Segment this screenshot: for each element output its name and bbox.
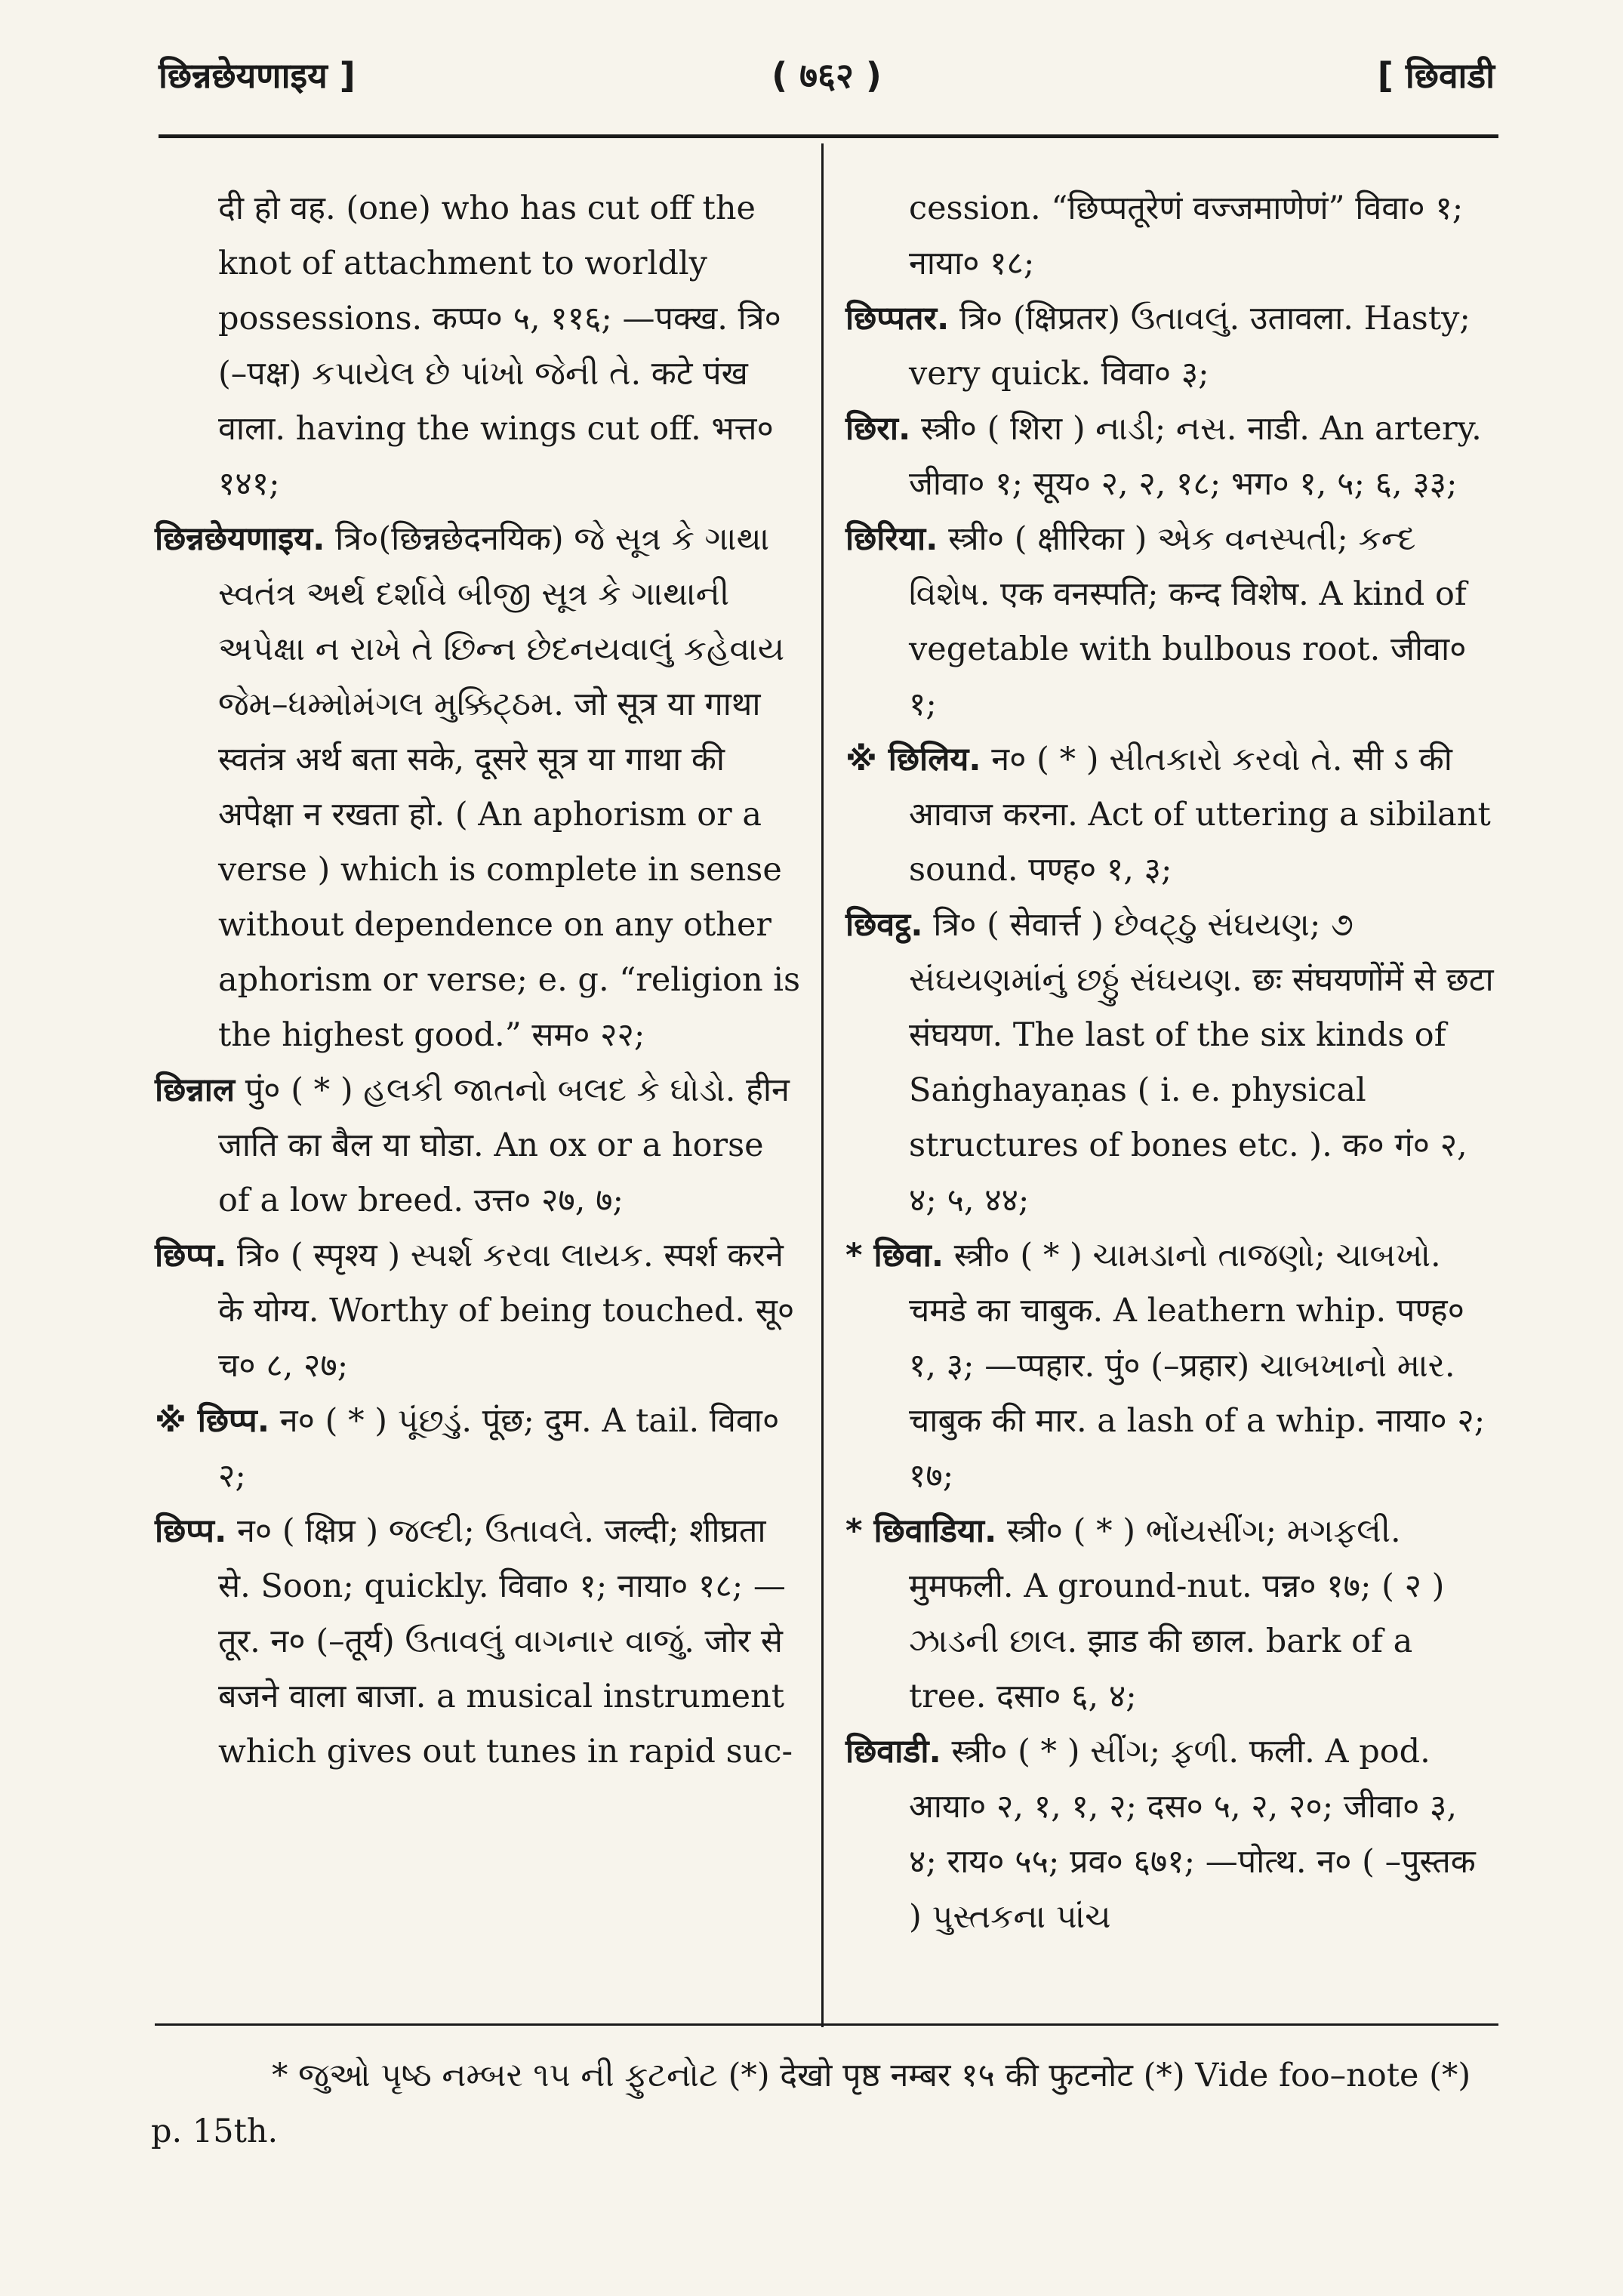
header-left-guideword: छिन्नछेयणाइय ]: [159, 55, 356, 96]
entry-text: स्त्री० ( * ) ભોંયસીંગ; મગફલી. मुमफली. A ground-nut. पन्न० १७; ( २ ) ઝાડની છાલ. झाड की छाल. bark of a tree. दसा० ६, ४;: [909, 1512, 1445, 1715]
dictionary-entry: [155, 1504, 804, 1780]
entry-headword: ※ छिलिय.: [845, 741, 981, 778]
entry-text: दी हो वह. (one) who has cut off the knot of attachment to worldly possessions. कप्प० ५, ११६; —पक्ख. त्रि० (–पक्ष) કપાયેલ છે પાંખો જેની તે. कटे पंख वाला. having the wings cut off. भत्त० १४१;: [218, 190, 781, 503]
dictionary-entry: [845, 181, 1495, 291]
dictionary-entry: [155, 512, 804, 1063]
entry-text: न० ( क्षिप्र ) જલ્દી; ઉતાવલે. जल्दी; शीघ्रता से. Soon; quickly. विवा० १; नाया० १८; —तूर. न० (–तूर्य) ઉતાવલું વાગનાર વાજું. जोर से बजने वाला बाजा. a musical instrument which gives out tunes in rapid suc-: [218, 1512, 793, 1771]
entry-headword: * छिवाडिया.: [845, 1512, 997, 1550]
dictionary-entry: [845, 898, 1495, 1228]
footnote-rule: [155, 2023, 1498, 2026]
entry-text: न० ( * ) પૂંછડું. पूंछ; दुम. A tail. विवा० २;: [218, 1402, 780, 1495]
entry-text: स्त्री० ( * ) સીંગ; ફળી. फली. A pod. आया० २, १, १, २; दस० ५, २, २०; जीवा० ३, ४; राय० ५५; प्रव० ६७१; —पोत्थ. न० ( –पुस्तक ) પુસ્તકના પાંચ: [909, 1733, 1476, 1936]
entry-text: त्रि० ( स्पृश्य ) સ્પર્શ કરવા લાયક. स्पर्श करने के योग्य. Worthy of being touched. सू० च० ८, २७;: [218, 1237, 795, 1385]
dictionary-entry: [845, 512, 1495, 732]
entry-headword: छिन्नछेयणाइय.: [155, 520, 325, 558]
entry-headword: छिप्पतर.: [845, 300, 950, 337]
dictionary-entry: [155, 1063, 804, 1228]
footnote: * જુઓ પૃષ્ઠ નમ્બર ૧૫ ની ફુટનોટ (*) देखो पृष्ठ नम्बर १५ की फुटनोट (*) Vide foo–note (*) p. 15th.: [151, 2057, 1471, 2150]
page-header: [159, 45, 1495, 106]
entry-headword: छिरिया.: [845, 520, 938, 558]
entry-text: cession. “छिप्पतूरेणं वज्जमाणेणं” विवा० १; नाया० १८;: [909, 190, 1464, 282]
entry-text: न० ( * ) સીતકારો કરવો તે. सी ऽ की आवाज करना. Act of uttering a sibilant sound. पण्ह० १, ३;: [909, 741, 1491, 889]
entry-headword: छिवट्ठ.: [845, 906, 923, 944]
entry-headword: * छिवा.: [845, 1237, 944, 1274]
column-divider: [821, 143, 824, 2027]
entry-text: त्रि०(छिन्नछेदनयिक) જે સૂત્ર કે ગાથા સ્વતંત્ર અર્થ દર્શાવે બીજી સૂત્ર કે ગાથાની અપેક્ષા ન રાખે તે છિન્ન છેદનયવાલું કહેવાય જેમ–ધમ્મોમંગલ મુક્કિટ્ઠમ. जो सूत्र या गाथा स्वतंत्र अर्थ बता सके, दूसरे सूत्र या गाथा की अपेक्षा न रखता हो. ( An aphorism or a verse ) which is complete in sense without dependence on any other aphorism or verse; e. g. “religion is the highest good.” सम० २२;: [218, 520, 801, 1054]
entry-text: त्रि० (क्षिप्रतर) ઉતાવલું. उतावला. Hasty; very quick. विवा० ३;: [909, 300, 1471, 393]
entry-text: स्त्री० ( शिरा ) નાડી; નસ. नाडी. An artery. जीवा० १; सूय० २, २, १८; भग० १, ५; ६, ३३;: [909, 410, 1482, 503]
dictionary-entry: [845, 1724, 1495, 1945]
entry-headword: ※ छिप्प.: [155, 1402, 270, 1440]
entry-headword: छिप्प.: [155, 1512, 227, 1550]
dictionary-entry: [155, 1394, 804, 1504]
header-rule: [159, 134, 1498, 138]
entry-headword: छिप्प.: [155, 1237, 227, 1274]
left-column: [155, 181, 804, 1780]
dictionary-entry: [845, 402, 1495, 512]
entry-headword: छिरा.: [845, 410, 911, 448]
entry-text: त्रि० ( सेवार्त्त ) છેવટ્ઠુ સંઘયણ; ૭ સંઘયણમાંનું છઠ્ઠું સંઘયણ. छः संघयणोंमें से छटा संघयण. The last of the six kinds of Saṅghayaṇas ( i. e. physical structures of bones etc. ). क० गं० २, ४; ५, ४४;: [909, 906, 1494, 1219]
entry-headword: छिन्नाल: [155, 1071, 236, 1109]
entry-headword: छिवाडी.: [845, 1733, 941, 1771]
page-number: ( ७६२ ): [771, 55, 882, 96]
dictionary-entry: [845, 1504, 1495, 1724]
entry-text: स्त्री० ( क्षीरिका ) એક વનસ્પતી; કન્દ વિશેષ. एक वनस्पति; कन्द विशेष. A kind of vegetable with bulbous root. जीवा० १;: [909, 520, 1467, 723]
dictionary-entry: [845, 1228, 1495, 1504]
entry-text: स्त्री० ( * ) ચામડાનો તાજણો; ચાબખો. चमडे का चाबुक. A leathern whip. पण्ह० १, ३; —प्पहार. पुं० (–प्रहार) ચાબખાનો માર. चाबुक की मार. a lash of a whip. नाया० २; १७;: [909, 1237, 1486, 1495]
dictionary-entry: [155, 181, 804, 512]
dictionary-entry: [155, 1228, 804, 1394]
header-right-guideword: [ छिवाडी: [1377, 55, 1495, 96]
dictionary-entry: [845, 732, 1495, 898]
entry-text: पुं० ( * ) હલકી જાતનો બલદ કે ઘોડો. हीन जाति का बैल या घोडा. An ox or a horse of a low breed. उत्त० २७, ७;: [218, 1071, 790, 1219]
dictionary-entry: [845, 291, 1495, 402]
right-column: [845, 181, 1495, 1945]
